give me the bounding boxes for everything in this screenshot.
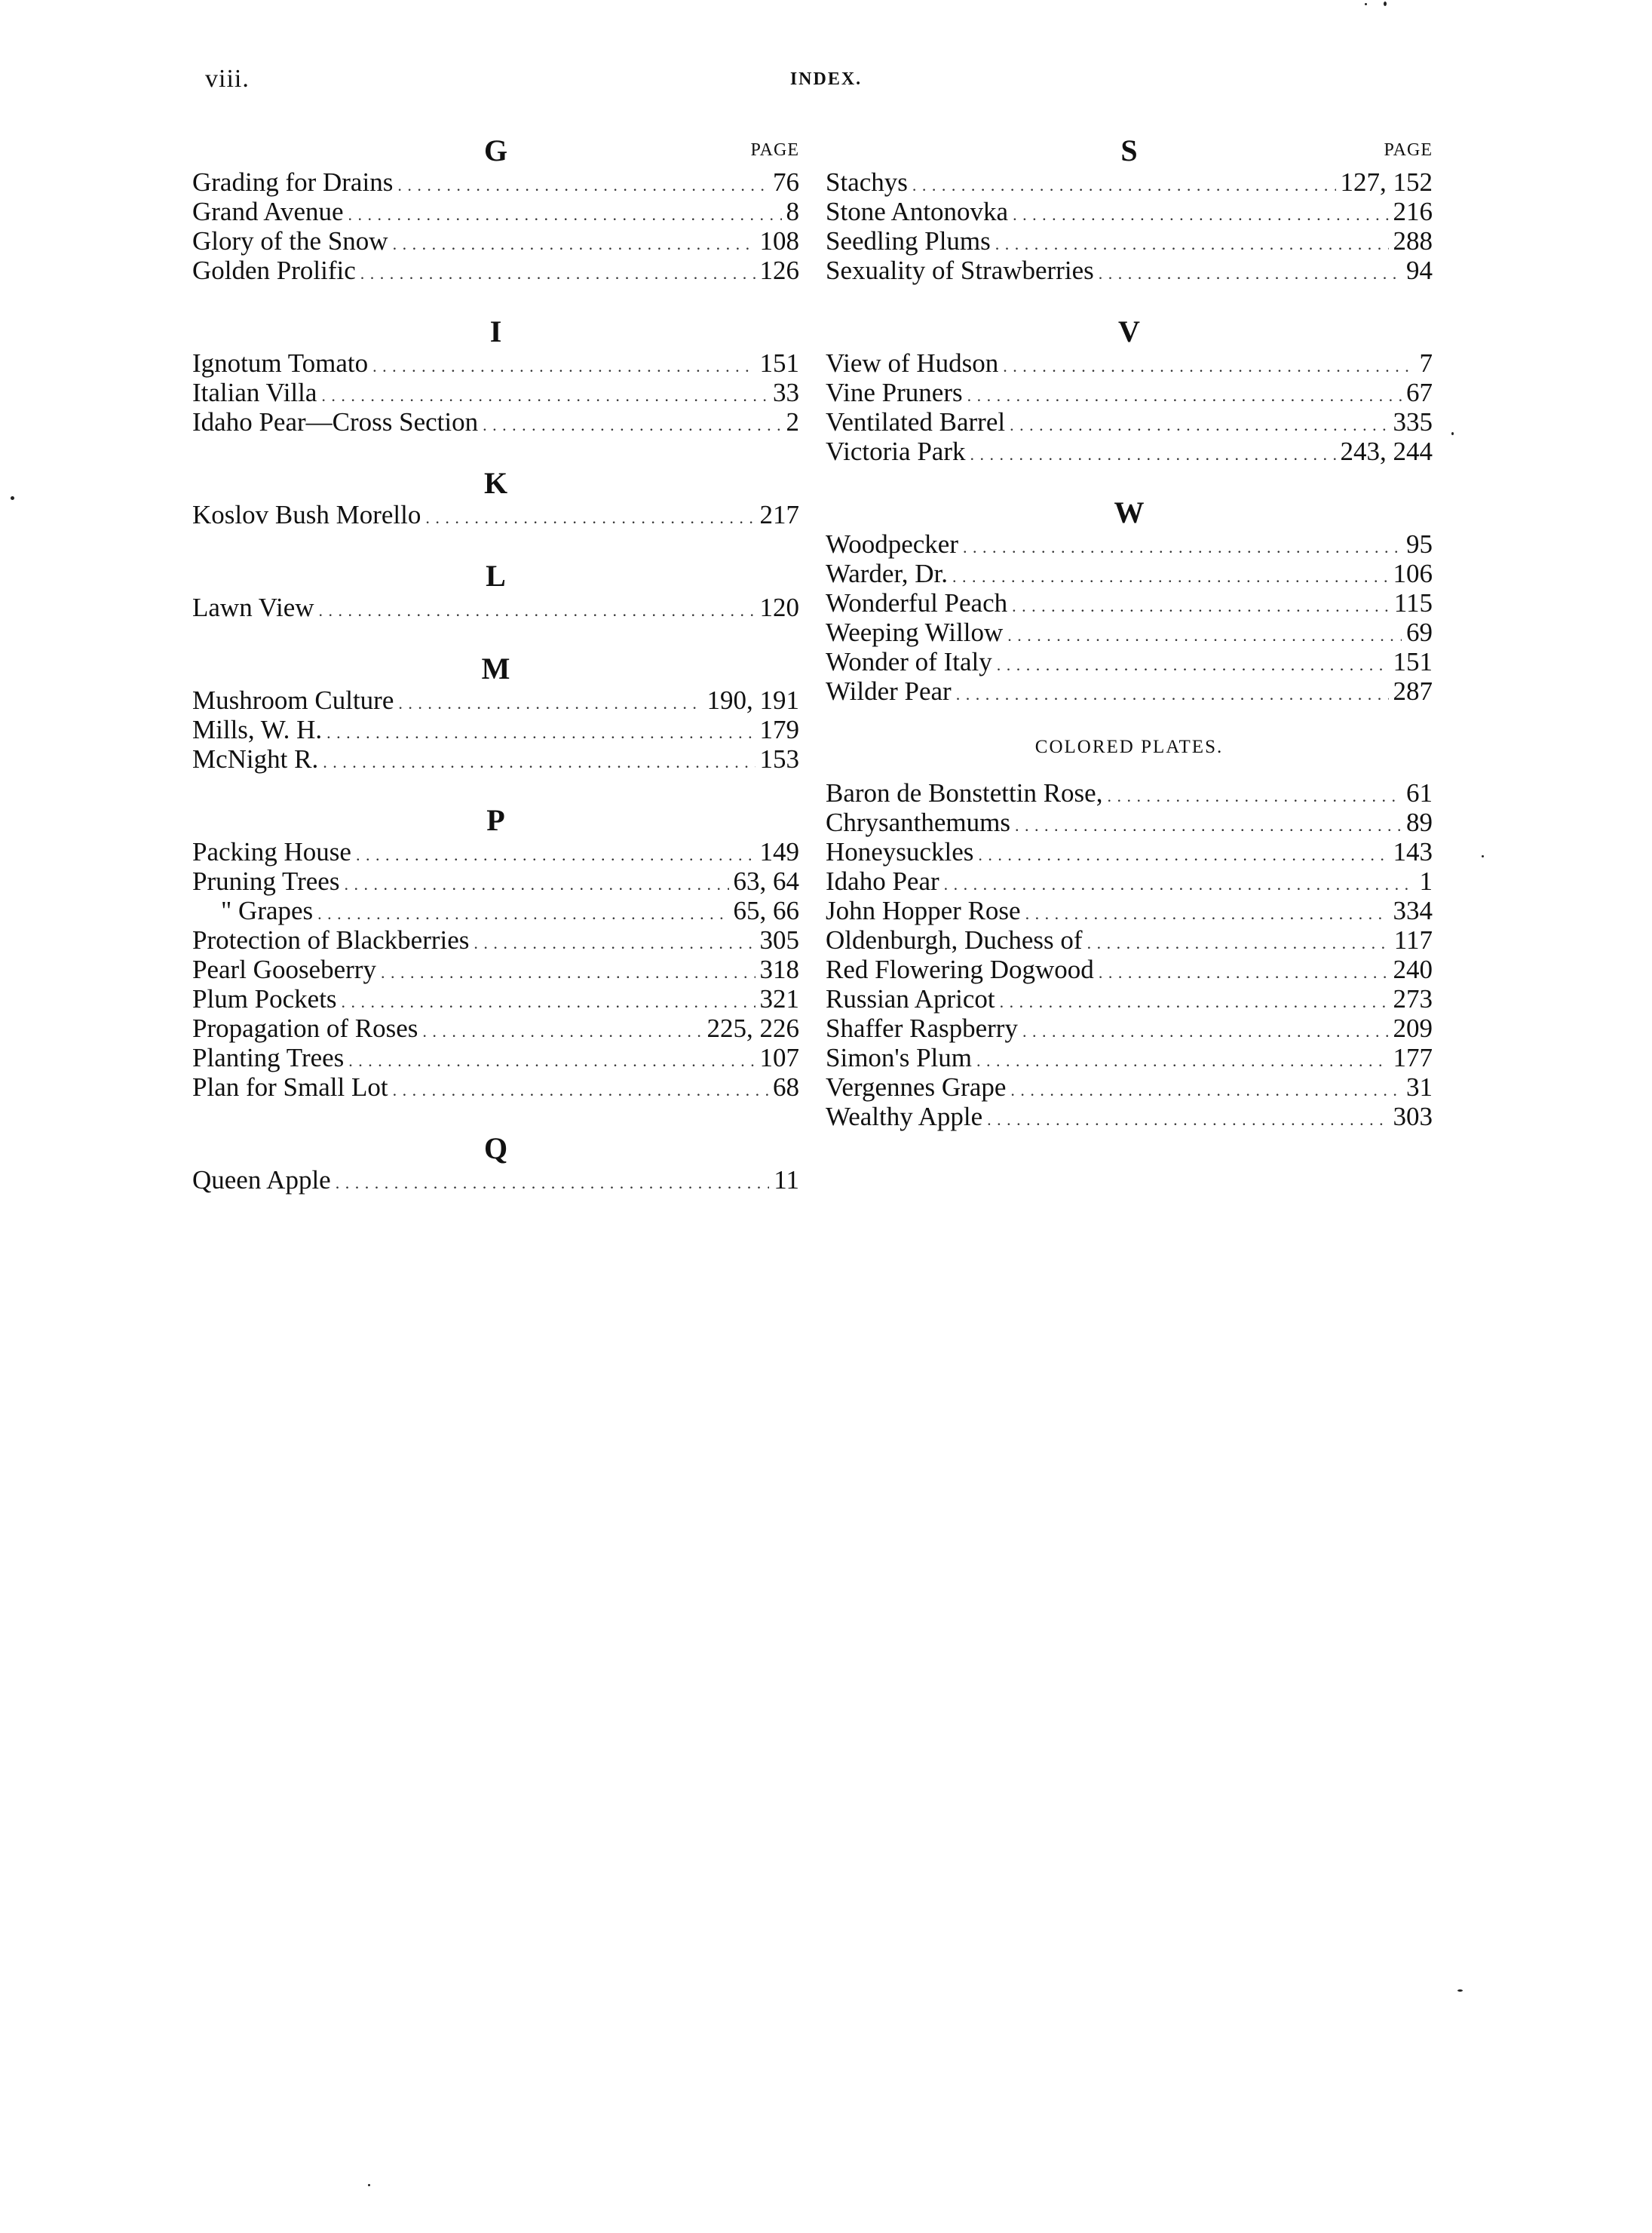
index-section-k (192, 467, 799, 529)
index-entry (826, 226, 1433, 256)
index-entry (192, 955, 799, 984)
entry-pages: 65, 66 (733, 896, 799, 925)
index-entry (192, 686, 799, 715)
index-entry (826, 256, 1433, 285)
index-entry (826, 348, 1433, 378)
entry-name: Lawn View (192, 593, 314, 622)
index-entry (192, 715, 799, 744)
section-heading (826, 496, 1433, 529)
index-entry (192, 1165, 799, 1195)
index-entry (826, 1072, 1433, 1102)
index-entry (826, 808, 1433, 837)
dot-leader (1000, 984, 1389, 1014)
dot-leader (422, 1014, 702, 1043)
index-section-s (826, 134, 1433, 285)
dot-leader (1010, 1072, 1402, 1102)
index-entry (192, 1072, 799, 1102)
index-entry (192, 896, 799, 925)
index-entry (826, 378, 1433, 407)
entry-name: Seedling Plums (826, 226, 991, 256)
entry-pages: 1 (1419, 867, 1433, 896)
scan-speck (11, 496, 14, 500)
dot-leader (997, 647, 1389, 676)
entry-name: Stone Antonovka (826, 197, 1009, 226)
dot-leader (319, 593, 756, 622)
dot-leader (483, 407, 781, 437)
entry-name: Honeysuckles (826, 837, 974, 867)
index-entry (192, 984, 799, 1014)
index-section-v (826, 315, 1433, 466)
left-column (192, 134, 799, 1225)
index-entry (192, 167, 799, 197)
entry-pages: 108 (759, 226, 799, 256)
index-section-m (192, 652, 799, 774)
entry-pages: 318 (759, 955, 799, 984)
entry-name: Weeping Willow (826, 618, 1004, 647)
index-entry (826, 647, 1433, 676)
section-letter: M (481, 652, 510, 686)
scan-speck (1482, 855, 1484, 857)
section-heading (192, 1132, 799, 1165)
entry-pages: 89 (1406, 808, 1433, 837)
index-entry (826, 1102, 1433, 1131)
entry-pages: 321 (759, 984, 799, 1014)
dot-leader (944, 867, 1415, 896)
dot-leader (372, 348, 755, 378)
entry-pages: 115 (1393, 588, 1433, 618)
entry-name: Woodpecker (826, 529, 958, 559)
dot-leader (360, 256, 756, 285)
entry-name: Idaho Pear—Cross Section (192, 407, 479, 437)
index-section-q (192, 1132, 799, 1195)
dot-leader (425, 500, 755, 529)
dot-leader (952, 559, 1389, 588)
entry-name: Sexuality of Strawberries (826, 256, 1094, 285)
index-entry (826, 437, 1433, 466)
index-section-w (826, 496, 1433, 706)
index-section-g (192, 134, 799, 285)
entry-name: Vergennes Grape (826, 1072, 1007, 1102)
section-heading (192, 315, 799, 348)
dot-leader (1107, 778, 1402, 808)
entry-name: Mills, W. H. (192, 715, 323, 744)
dot-leader (344, 867, 728, 896)
dot-leader (1012, 588, 1390, 618)
index-entry (192, 197, 799, 226)
entry-list (826, 529, 1433, 706)
index-entry (826, 1043, 1433, 1072)
entry-list (192, 837, 799, 1102)
entry-list (192, 686, 799, 774)
index-entry (826, 618, 1433, 647)
dot-leader (317, 896, 728, 925)
dot-leader (356, 837, 756, 867)
index-entry (826, 867, 1433, 896)
entry-pages: 151 (1393, 647, 1433, 676)
index-entry (192, 407, 799, 437)
entry-name: Protection of Blackberries (192, 925, 470, 955)
entry-pages: 153 (759, 744, 799, 774)
entry-name: Plum Pockets (192, 984, 337, 1014)
entry-pages: 177 (1393, 1043, 1433, 1072)
section-heading (192, 560, 799, 593)
entry-list (192, 167, 799, 285)
entry-pages: 287 (1393, 676, 1433, 706)
entry-pages: 126 (759, 256, 799, 285)
entry-pages: 143 (1393, 837, 1433, 867)
entry-pages: 117 (1393, 925, 1433, 955)
entry-name: Victoria Park (826, 437, 966, 466)
section-letter: Q (483, 1131, 508, 1165)
entry-pages: 31 (1406, 1072, 1433, 1102)
entry-name: Ignotum Tomato (192, 348, 369, 378)
entry-name: " Grapes (221, 896, 314, 925)
entry-pages: 225, 226 (706, 1014, 799, 1043)
dot-leader (995, 226, 1389, 256)
dot-leader (987, 1102, 1388, 1131)
entry-pages: 8 (786, 197, 799, 226)
index-entry (826, 588, 1433, 618)
entry-name: Pruning Trees (192, 867, 340, 896)
index-entry (192, 378, 799, 407)
colored-plates-section (826, 736, 1433, 1131)
entry-name: Grand Avenue (192, 197, 344, 226)
entry-name: Glory of the Snow (192, 226, 388, 256)
dot-leader (912, 167, 1336, 197)
section-letter: P (486, 803, 505, 837)
dot-leader (393, 1072, 768, 1102)
index-entry (826, 407, 1433, 437)
index-entry (192, 256, 799, 285)
scan-speck (1451, 432, 1454, 435)
entry-name: Koslov Bush Morello (192, 500, 421, 529)
dot-leader (1087, 925, 1390, 955)
index-entry (192, 593, 799, 622)
index-entry (826, 676, 1433, 706)
index-entry (826, 529, 1433, 559)
entry-name: Italian Villa (192, 378, 317, 407)
dot-leader (336, 1165, 770, 1195)
entry-pages: 76 (773, 167, 799, 197)
entry-pages: 68 (773, 1072, 799, 1102)
entry-name: Chrysanthemums (826, 808, 1010, 837)
scan-speck (1365, 3, 1367, 5)
entry-pages: 95 (1406, 529, 1433, 559)
entry-pages: 288 (1393, 226, 1433, 256)
index-section-p (192, 804, 799, 1102)
index-entry (192, 925, 799, 955)
entry-pages: 305 (759, 925, 799, 955)
entry-name: Propagation of Roses (192, 1014, 418, 1043)
entry-list (192, 500, 799, 529)
dot-leader (1015, 808, 1402, 837)
dot-leader (348, 197, 782, 226)
entry-name: Wonder of Italy (826, 647, 992, 676)
dot-leader (1003, 348, 1414, 378)
dot-leader (1013, 197, 1388, 226)
entry-name: View of Hudson (826, 348, 999, 378)
dot-leader (398, 686, 702, 715)
entry-pages: 216 (1393, 197, 1433, 226)
entry-pages: 107 (759, 1043, 799, 1072)
dot-leader (1022, 1014, 1389, 1043)
entry-name: McNight R. (192, 744, 319, 774)
index-entry (192, 1043, 799, 1072)
entry-name: Golden Prolific (192, 256, 356, 285)
entry-pages: 33 (773, 378, 799, 407)
entry-name: Vine Pruners (826, 378, 963, 407)
index-entry (826, 984, 1433, 1014)
dot-leader (1099, 256, 1402, 285)
index-entry (826, 925, 1433, 955)
entry-name: Wonderful Peach (826, 588, 1008, 618)
entry-pages: 2 (786, 407, 799, 437)
dot-leader (397, 167, 768, 197)
index-entry (192, 348, 799, 378)
dot-leader (393, 226, 756, 256)
section-heading (192, 467, 799, 500)
dot-leader (381, 955, 756, 984)
section-letter: V (1118, 314, 1140, 348)
entry-pages: 69 (1406, 618, 1433, 647)
dot-leader (348, 1043, 755, 1072)
entry-pages: 151 (759, 348, 799, 378)
entry-name: Pearl Gooseberry (192, 955, 376, 984)
entry-pages: 179 (759, 715, 799, 744)
index-entry (826, 167, 1433, 197)
dot-leader (342, 984, 756, 1014)
entry-list (826, 167, 1433, 285)
section-letter: K (483, 466, 508, 500)
dot-leader (978, 837, 1388, 867)
entry-pages: 63, 64 (733, 867, 799, 896)
dot-leader (326, 715, 755, 744)
entry-name: Plan for Small Lot (192, 1072, 388, 1102)
entry-pages: 149 (759, 837, 799, 867)
section-heading (826, 315, 1433, 348)
entry-name: Grading for Drains (192, 167, 394, 197)
entry-pages: 94 (1406, 256, 1433, 285)
entry-name: Stachys (826, 167, 908, 197)
entry-pages: 127, 152 (1340, 167, 1433, 197)
section-heading (826, 134, 1433, 167)
dot-leader (1010, 407, 1388, 437)
dot-leader (970, 437, 1335, 466)
index-entry (826, 197, 1433, 226)
index-entry (192, 500, 799, 529)
section-letter: I (489, 314, 502, 348)
index-entry (192, 226, 799, 256)
index-entry (192, 867, 799, 896)
entry-name: Queen Apple (192, 1165, 331, 1195)
colored-plates-title: COLORED PLATES. (1034, 737, 1224, 757)
section-heading (192, 804, 799, 837)
entry-pages: 273 (1393, 984, 1433, 1014)
dot-leader (323, 744, 755, 774)
index-entry (826, 559, 1433, 588)
scan-speck (1384, 2, 1387, 6)
section-letter: W (1114, 495, 1145, 529)
entry-pages: 67 (1406, 378, 1433, 407)
dot-leader (1025, 896, 1389, 925)
section-letter: S (1120, 133, 1138, 167)
entry-pages: 7 (1419, 348, 1433, 378)
entry-name: Simon's Plum (826, 1043, 973, 1072)
entry-name: Shaffer Raspberry (826, 1014, 1018, 1043)
entry-pages: 334 (1393, 896, 1433, 925)
entry-name: Idaho Pear (826, 867, 939, 896)
entry-name: Wilder Pear (826, 676, 952, 706)
entry-list (192, 593, 799, 622)
dot-leader (956, 676, 1389, 706)
dot-leader (1007, 618, 1402, 647)
index-entry (192, 837, 799, 867)
section-heading (192, 134, 799, 167)
index-entry (826, 896, 1433, 925)
section-letter: L (486, 559, 506, 593)
index-entry (826, 955, 1433, 984)
dot-leader (474, 925, 755, 955)
entry-pages: 240 (1393, 955, 1433, 984)
entry-list (826, 778, 1433, 1131)
entry-pages: 335 (1393, 407, 1433, 437)
entry-name: Ventilated Barrel (826, 407, 1006, 437)
entry-list (192, 1165, 799, 1195)
entry-pages: 209 (1393, 1014, 1433, 1043)
entry-pages: 61 (1406, 778, 1433, 808)
entry-name: Warder, Dr. (826, 559, 948, 588)
index-entry (192, 1014, 799, 1043)
entry-name: Baron de Bonstettin Rose, (826, 778, 1103, 808)
scan-speck (368, 2184, 370, 2186)
dot-leader (976, 1043, 1388, 1072)
running-head: INDEX. (789, 69, 863, 89)
entry-name: Packing House (192, 837, 351, 867)
index-section-i (192, 315, 799, 437)
index-section-l (192, 560, 799, 622)
dot-leader (1099, 955, 1389, 984)
entry-pages: 243, 244 (1340, 437, 1433, 466)
entry-list (192, 348, 799, 437)
page-column-label: PAGE (750, 140, 799, 160)
entry-pages: 106 (1393, 559, 1433, 588)
entry-name: Red Flowering Dogwood (826, 955, 1094, 984)
entry-list (826, 348, 1433, 466)
index-entry (826, 1014, 1433, 1043)
entry-name: Wealthy Apple (826, 1102, 983, 1131)
entry-pages: 217 (759, 500, 799, 529)
entry-name: Oldenburgh, Duchess of (826, 925, 1083, 955)
entry-name: John Hopper Rose (826, 896, 1021, 925)
entry-name: Russian Apricot (826, 984, 995, 1014)
section-letter: G (483, 133, 508, 167)
right-column (826, 134, 1433, 1161)
dot-leader (321, 378, 768, 407)
entry-pages: 11 (774, 1165, 799, 1195)
entry-pages: 303 (1393, 1102, 1433, 1131)
dot-leader (967, 378, 1402, 407)
entry-pages: 190, 191 (706, 686, 799, 715)
index-entry (192, 744, 799, 774)
dot-leader (963, 529, 1402, 559)
index-entry (826, 778, 1433, 808)
page-column-label: PAGE (1384, 140, 1433, 160)
section-heading (192, 652, 799, 686)
scan-speck (1457, 1989, 1463, 1992)
entry-name: Planting Trees (192, 1043, 345, 1072)
page-folio: viii. (205, 65, 250, 93)
entry-pages: 120 (759, 593, 799, 622)
entry-name: Mushroom Culture (192, 686, 394, 715)
index-entry (826, 837, 1433, 867)
